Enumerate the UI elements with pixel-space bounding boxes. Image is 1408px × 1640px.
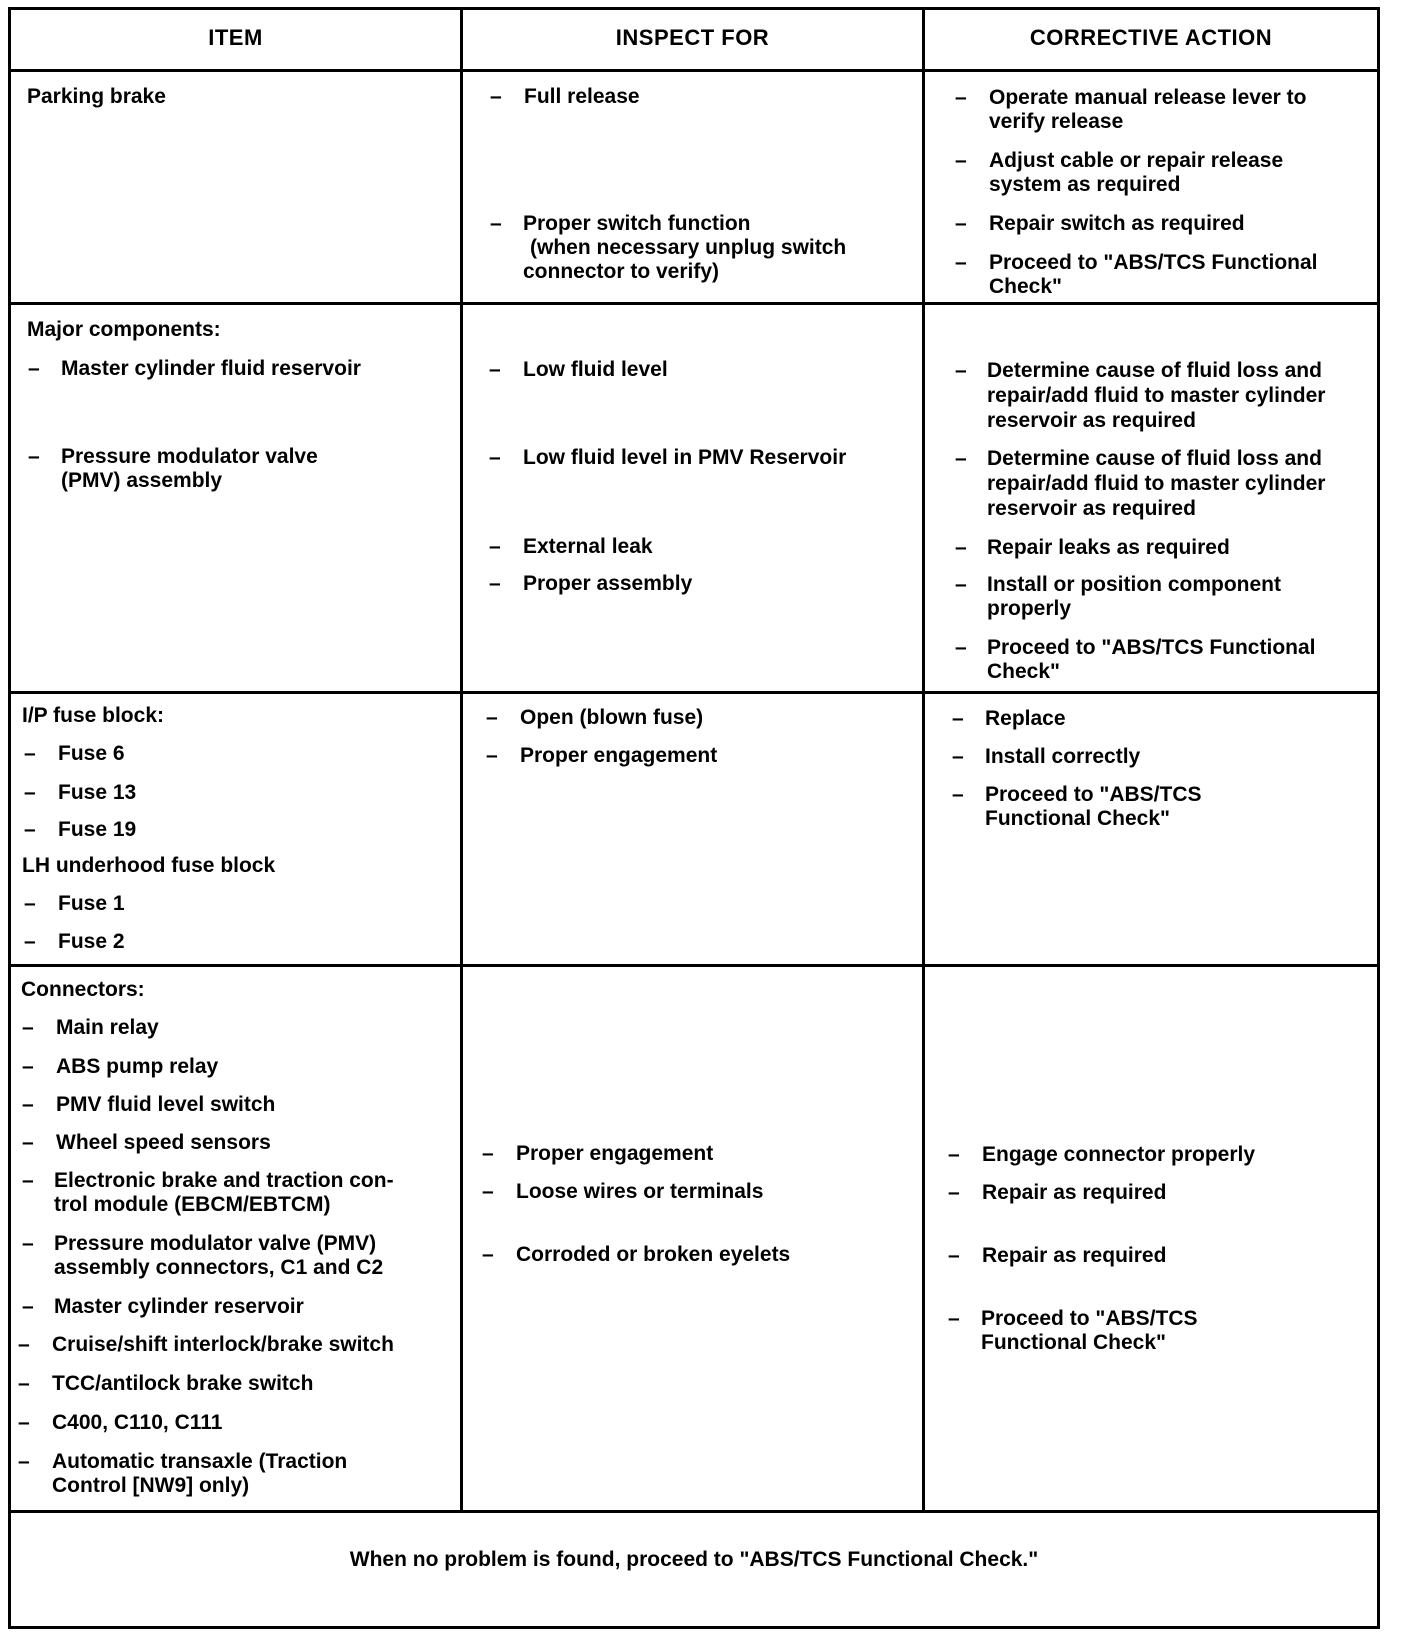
dash: – (22, 1131, 34, 1154)
dash: – (955, 447, 967, 470)
item-heading: Connectors: (21, 978, 145, 1001)
header-corrective-action: CORRECTIVE ACTION (1029, 25, 1273, 50)
item-text: Electronic brake and traction con- (54, 1169, 394, 1192)
action-text: Proceed to "ABS/TCS (985, 783, 1202, 806)
item-text: C400, C110, C111 (52, 1411, 223, 1434)
action-text: properly (987, 597, 1072, 620)
dash: – (955, 636, 967, 659)
dash: – (486, 744, 498, 767)
item-text: Fuse 13 (58, 781, 137, 804)
dash: – (948, 1181, 960, 1204)
row-divider (8, 691, 1380, 694)
item-text: Main relay (56, 1016, 159, 1039)
dash: – (952, 783, 964, 806)
action-text: Repair as required (982, 1244, 1167, 1267)
inspect-text: Proper assembly (523, 572, 693, 595)
action-text: Repair switch as required (989, 212, 1245, 235)
inspect-text: Low fluid level (523, 358, 668, 381)
dash: – (28, 357, 40, 380)
dash: – (22, 1055, 34, 1078)
action-text: system as required (989, 173, 1181, 196)
action-text: Proceed to "ABS/TCS Functional (987, 636, 1316, 659)
dash: – (490, 212, 502, 235)
action-text: reservoir as required (987, 497, 1196, 520)
row-divider (8, 302, 1380, 305)
dash: – (955, 251, 967, 274)
dash: – (482, 1243, 494, 1266)
dash: – (489, 535, 501, 558)
inspect-text: (when necessary unplug switch (530, 236, 847, 259)
item-text: Fuse 19 (58, 818, 137, 841)
action-text: repair/add fluid to master cylinder (987, 472, 1326, 495)
inspect-text: Low fluid level in PMV Reservoir (523, 446, 847, 469)
action-text: Install or position component (987, 573, 1281, 596)
item-text: PMV fluid level switch (56, 1093, 276, 1116)
item-text: TCC/antilock brake switch (52, 1372, 314, 1395)
action-text: Proceed to "ABS/TCS (981, 1307, 1198, 1330)
dash: – (22, 1295, 34, 1318)
dash: – (955, 573, 967, 596)
item-heading: Major components: (27, 318, 221, 341)
item-text: Master cylinder fluid reservoir (61, 357, 361, 380)
inspect-text: Proper switch function (523, 212, 751, 235)
action-text: Replace (985, 707, 1066, 730)
dash: – (22, 1016, 34, 1039)
action-text: Repair as required (982, 1181, 1167, 1204)
dash: – (955, 212, 967, 235)
header-item: ITEM (208, 25, 263, 50)
action-text: Functional Check" (981, 1331, 1166, 1354)
action-text: Adjust cable or repair release (989, 149, 1284, 172)
dash: – (486, 706, 498, 729)
item-text: ABS pump relay (56, 1055, 219, 1078)
inspect-text: Loose wires or terminals (516, 1180, 764, 1203)
dash: – (24, 781, 36, 804)
dash: – (490, 85, 502, 108)
action-text: Repair leaks as required (987, 536, 1230, 559)
item-text: Fuse 2 (58, 930, 125, 953)
action-text: Determine cause of fluid loss and (987, 359, 1322, 382)
dash: – (489, 446, 501, 469)
item-text: (PMV) assembly (61, 469, 223, 492)
dash: – (24, 742, 36, 765)
dash: – (489, 572, 501, 595)
item-text: Control [NW9] only) (52, 1474, 250, 1497)
inspect-text: Open (blown fuse) (520, 706, 704, 729)
item-text: Pressure modulator valve (PMV) (54, 1232, 377, 1255)
item-text: Fuse 1 (58, 892, 125, 915)
dash: – (952, 707, 964, 730)
dash: – (22, 1093, 34, 1116)
dash: – (482, 1180, 494, 1203)
inspect-text: Proper engagement (520, 744, 718, 767)
dash: – (952, 745, 964, 768)
item-text: Cruise/shift interlock/brake switch (52, 1333, 394, 1356)
dash: – (22, 1169, 34, 1192)
item-text: Fuse 6 (58, 742, 125, 765)
item-text: trol module (EBCM/EBTCM) (54, 1193, 331, 1216)
inspect-text: connector to verify) (523, 260, 720, 283)
action-text: Check" (989, 275, 1062, 298)
dash: – (18, 1411, 30, 1434)
dash: – (18, 1450, 30, 1473)
dash: – (955, 149, 967, 172)
column-divider (922, 7, 925, 1510)
action-text: Engage connector properly (982, 1143, 1256, 1166)
dash: – (28, 445, 40, 468)
row-divider (8, 964, 1380, 967)
inspect-text: Corroded or broken eyelets (516, 1243, 791, 1266)
action-text: verify release (989, 110, 1124, 133)
footer-note: When no problem is found, proceed to "ABS/TCS Functional Check." (349, 1548, 1039, 1571)
item-heading: I/P fuse block: (22, 704, 164, 727)
action-text: Check" (987, 660, 1060, 683)
header-inspect-for: INSPECT FOR (615, 25, 770, 50)
dash: – (489, 358, 501, 381)
dash: – (955, 86, 967, 109)
item-text: Master cylinder reservoir (54, 1295, 304, 1318)
dash: – (18, 1333, 30, 1356)
action-text: repair/add fluid to master cylinder (987, 384, 1326, 407)
item-text: Wheel speed sensors (56, 1131, 271, 1154)
column-divider (460, 7, 463, 1510)
dash: – (22, 1232, 34, 1255)
dash: – (948, 1244, 960, 1267)
dash: – (955, 536, 967, 559)
item-text: Pressure modulator valve (61, 445, 318, 468)
action-text: Proceed to "ABS/TCS Functional (989, 251, 1318, 274)
row-divider (8, 69, 1380, 72)
dash: – (482, 1142, 494, 1165)
item-heading: LH underhood fuse block (22, 854, 276, 877)
action-text: Install correctly (985, 745, 1141, 768)
row-divider (8, 1510, 1380, 1513)
item-heading: Parking brake (27, 85, 166, 108)
item-text: assembly connectors, C1 and C2 (54, 1256, 384, 1279)
dash: – (24, 892, 36, 915)
dash: – (948, 1143, 960, 1166)
action-text: Operate manual release lever to (989, 86, 1307, 109)
action-text: Determine cause of fluid loss and (987, 447, 1322, 470)
inspect-text: Full release (524, 85, 640, 108)
action-text: Functional Check" (985, 807, 1170, 830)
dash: – (955, 359, 967, 382)
inspect-text: External leak (523, 535, 653, 558)
dash: – (18, 1372, 30, 1395)
action-text: reservoir as required (987, 409, 1196, 432)
dash: – (24, 818, 36, 841)
dash: – (948, 1307, 960, 1330)
inspect-text: Proper engagement (516, 1142, 714, 1165)
dash: – (24, 930, 36, 953)
item-text: Automatic transaxle (Traction (52, 1450, 348, 1473)
